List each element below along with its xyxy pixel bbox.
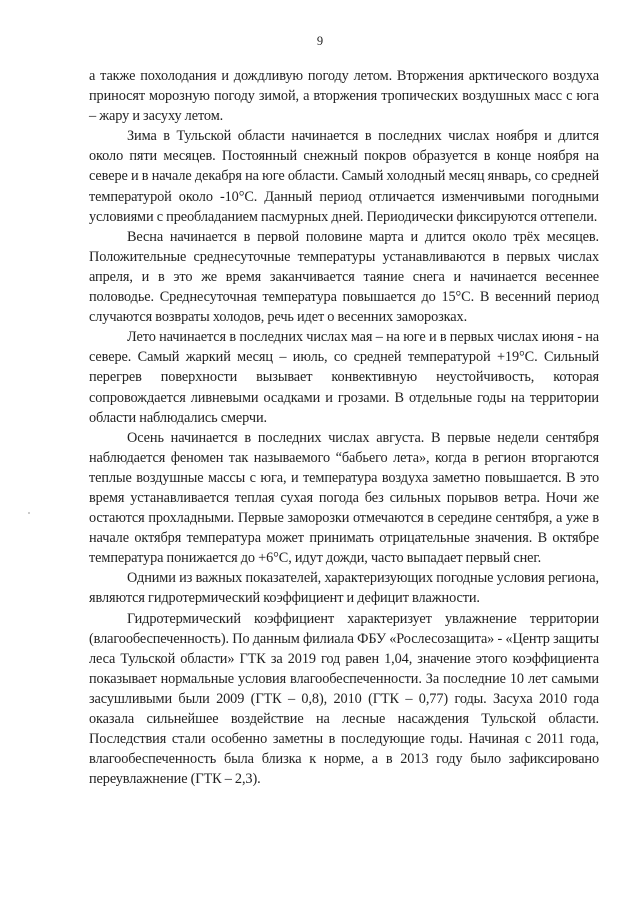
paragraph-spring: Весна начинается в первой половине марта и длится около трёх месяцев. Положительные среднесуточные температуры устанавливаются в первых числах апреля, и в это же время заканчивается таяние снега и начинается весеннее половодье. Среднесуточная температура повышается до 15°С. В весенний период случаются возвраты холодов, речь идет о весенних заморозках. <box>89 228 599 326</box>
margin-mark <box>28 512 30 514</box>
paragraph-summer: Лето начинается в последних числах мая – на юге и в первых числах июня - на севере. Самый жаркий месяц – июль, со средней температурой +19°С. Сильный перегрев поверхности вызывает конвективную неустойчивость, которая сопровождается ливневыми осадками и грозами. В отдельные годы на территории области наблюдались смерчи. <box>89 329 599 426</box>
paragraph-winter: Зима в Тульской области начинается в последних числах ноября и длится около пяти месяцев. Постоянный снежный покров образуется в конце ноября на севере и в начале декабря на юге области. Самый холодный месяц январь, со средней температурой около -10°С. Данный период отличается изменчивыми погодными условиями с преобладанием пасмурных дней. Периодически фиксируются оттепели. <box>89 128 599 225</box>
paragraph-hydrothermal-coefficient: Гидротермический коэффициент характеризует увлажнение территории (влагообеспеченность). По данным филиала ФБУ «Рослесозащита» - «Центр защиты леса Тульской области» ГТК за 2019 год равен 1,04, значение этого коэффициента показывает нормальные условия влагообеспеченности. За последние 10 лет самыми засушливыми были 2009 (ГТК – 0,8), 2010 (ГТК – 0,77) годы. Засуха 2010 года оказала сильнейшее воздействие на лесные насаждения Тульской области. Последствия стали особенно заметны в последующие годы. Начиная с 2011 года, влагообеспеченность была близка к норме, а в 2013 году было зафиксировано переувлажнение (ГТК – 2,3). <box>89 610 599 788</box>
paragraph-key-indicators: Одними из важных показателей, характеризующих погодные условия региона, являются гидротермический коэффициент и дефицит влажности. <box>89 570 599 607</box>
body-text <box>89 66 599 789</box>
page-number: 9 <box>316 34 324 48</box>
paragraph-intro-continuation: а также похолодания и дождливую погоду летом. Вторжения арктического воздуха приносят морозную погоду зимой, а вторжения тропических воздушных масс с юга – жару и засуху летом. <box>89 68 599 125</box>
paragraph-autumn: Осень начинается в последних числах августа. В первые недели сентября наблюдается феномен так называемого “бабьего лета», когда в регион вторгаются теплые воздушные массы с юга, и температура воздуха заметно повышается. В это время устанавливается теплая сухая погода без сильных порывов ветра. Ночи же остаются прохладными. Первые заморозки отмечаются в середине сентября, а уже в начале октября температура может принимать отрицательные значения. В октябре температура понижается до +6°С, идут дожди, часто выпадает первый снег. <box>89 429 599 567</box>
